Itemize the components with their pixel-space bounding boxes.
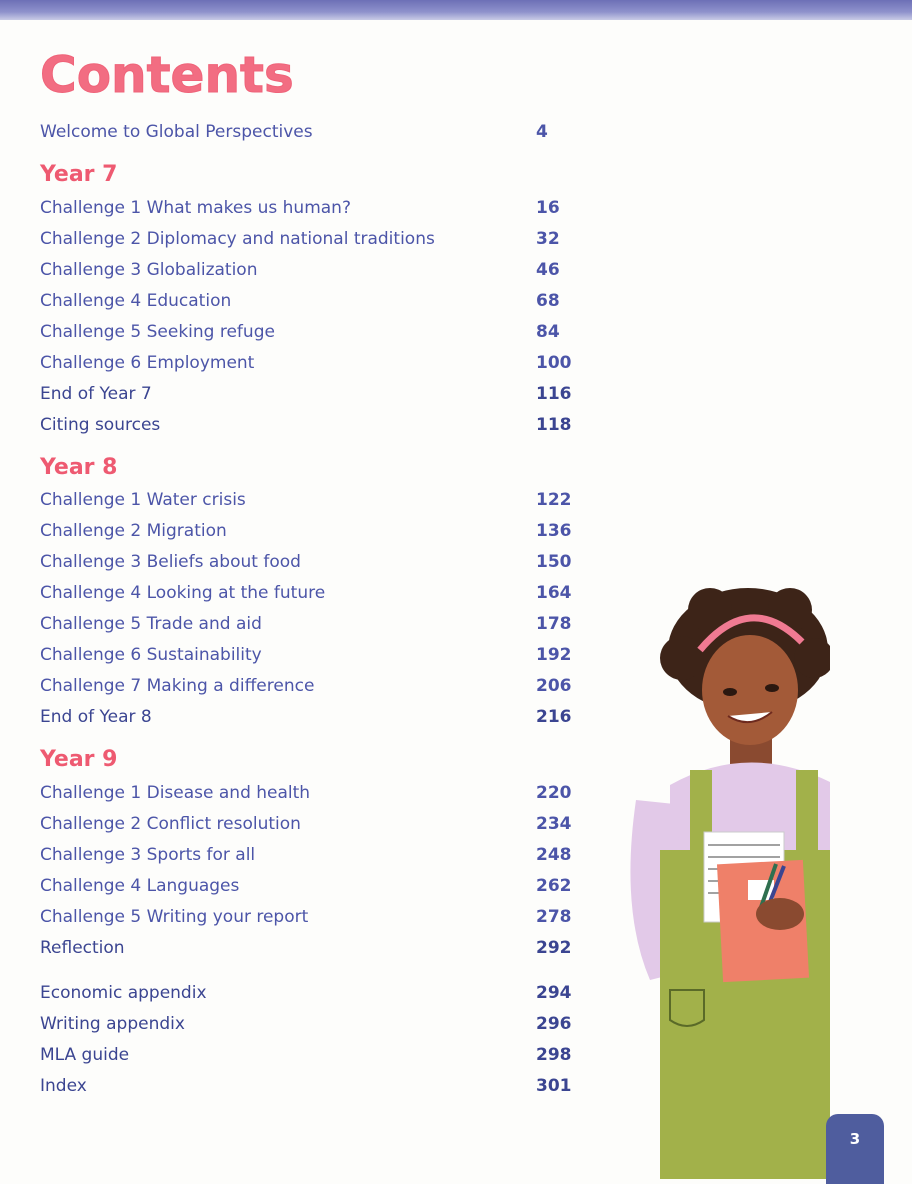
toc-entry-label: Challenge 2 Diplomacy and national traditions	[40, 229, 435, 249]
toc-entry-label: MLA guide	[40, 1045, 130, 1065]
toc-entry-page: 178	[536, 614, 572, 634]
toc-entry-label: Challenge 1 What makes us human?	[40, 198, 351, 218]
toc-entry-page: 278	[536, 907, 572, 927]
toc-entry-page: 220	[536, 783, 572, 803]
toc-entry-label: Challenge 6 Sustainability	[40, 645, 262, 665]
section-heading-year9: Year 9	[40, 747, 118, 772]
toc-entry-page: 16	[536, 198, 560, 218]
toc-entry-page: 100	[536, 353, 572, 373]
toc-entry-label: Citing sources	[40, 415, 161, 435]
toc-entry-page: 68	[536, 291, 560, 311]
toc-entry-page: 84	[536, 322, 560, 342]
toc-entry-label: Economic appendix	[40, 983, 207, 1003]
toc-entry-label: Challenge 5 Writing your report	[40, 907, 309, 927]
toc-entry-label: Challenge 4 Looking at the future	[40, 583, 326, 603]
toc-entry-page: 262	[536, 876, 572, 896]
toc-entry-page: 301	[536, 1076, 572, 1096]
toc-entry-label: Challenge 4 Education	[40, 291, 232, 311]
toc-entry-page: 164	[536, 583, 572, 603]
toc-entry-label: Challenge 1 Water crisis	[40, 490, 246, 510]
toc-entry-label: Challenge 2 Conflict resolution	[40, 814, 301, 834]
toc-entry-page: 116	[536, 384, 572, 404]
toc-entry-label: Challenge 1 Disease and health	[40, 783, 311, 803]
page-number-tab	[826, 1114, 884, 1184]
toc-entry-page: 4	[536, 122, 548, 142]
section-heading-year8: Year 8	[40, 455, 118, 480]
toc-entry-page: 122	[536, 490, 572, 510]
toc-entry-label: Welcome to Global Perspectives	[40, 122, 313, 142]
toc-entry-label: Index	[40, 1076, 87, 1096]
toc-entry-label: End of Year 8	[40, 707, 152, 727]
toc-entry-label: Challenge 2 Migration	[40, 521, 227, 541]
toc-entry-label: Challenge 3 Sports for all	[40, 845, 256, 865]
toc-entry-label: Reflection	[40, 938, 125, 958]
page-title: Contents	[40, 46, 294, 104]
toc-entry-page: 192	[536, 645, 572, 665]
toc-entry-page: 136	[536, 521, 572, 541]
toc-entry-page: 46	[536, 260, 560, 280]
top-color-band	[0, 0, 912, 20]
toc-entry-page: 150	[536, 552, 572, 572]
toc-entry-page: 32	[536, 229, 560, 249]
toc-entry-label: Challenge 6 Employment	[40, 353, 255, 373]
toc-entry-label: Writing appendix	[40, 1014, 185, 1034]
student-illustration	[600, 580, 830, 1179]
toc-entry-label: Challenge 3 Beliefs about food	[40, 552, 301, 572]
toc-entry-page: 118	[536, 415, 572, 435]
toc-entry-page: 234	[536, 814, 572, 834]
toc-entry-page: 292	[536, 938, 572, 958]
toc-entry-page: 248	[536, 845, 572, 865]
toc-entry-label: Challenge 7 Making a difference	[40, 676, 315, 696]
toc-entry-label: Challenge 3 Globalization	[40, 260, 258, 280]
toc-entry-page: 206	[536, 676, 572, 696]
toc-entry-page: 216	[536, 707, 572, 727]
section-heading-year7: Year 7	[40, 162, 118, 187]
toc-entry-page: 298	[536, 1045, 572, 1065]
toc-entry-label: Challenge 5 Trade and aid	[40, 614, 262, 634]
toc-entry-label: Challenge 5 Seeking refuge	[40, 322, 275, 342]
toc-entry-page: 294	[536, 983, 572, 1003]
toc-entry-label: Challenge 4 Languages	[40, 876, 240, 896]
toc-entry-page: 296	[536, 1014, 572, 1034]
toc-entry-label: End of Year 7	[40, 384, 152, 404]
page-number: 3	[849, 1130, 861, 1148]
